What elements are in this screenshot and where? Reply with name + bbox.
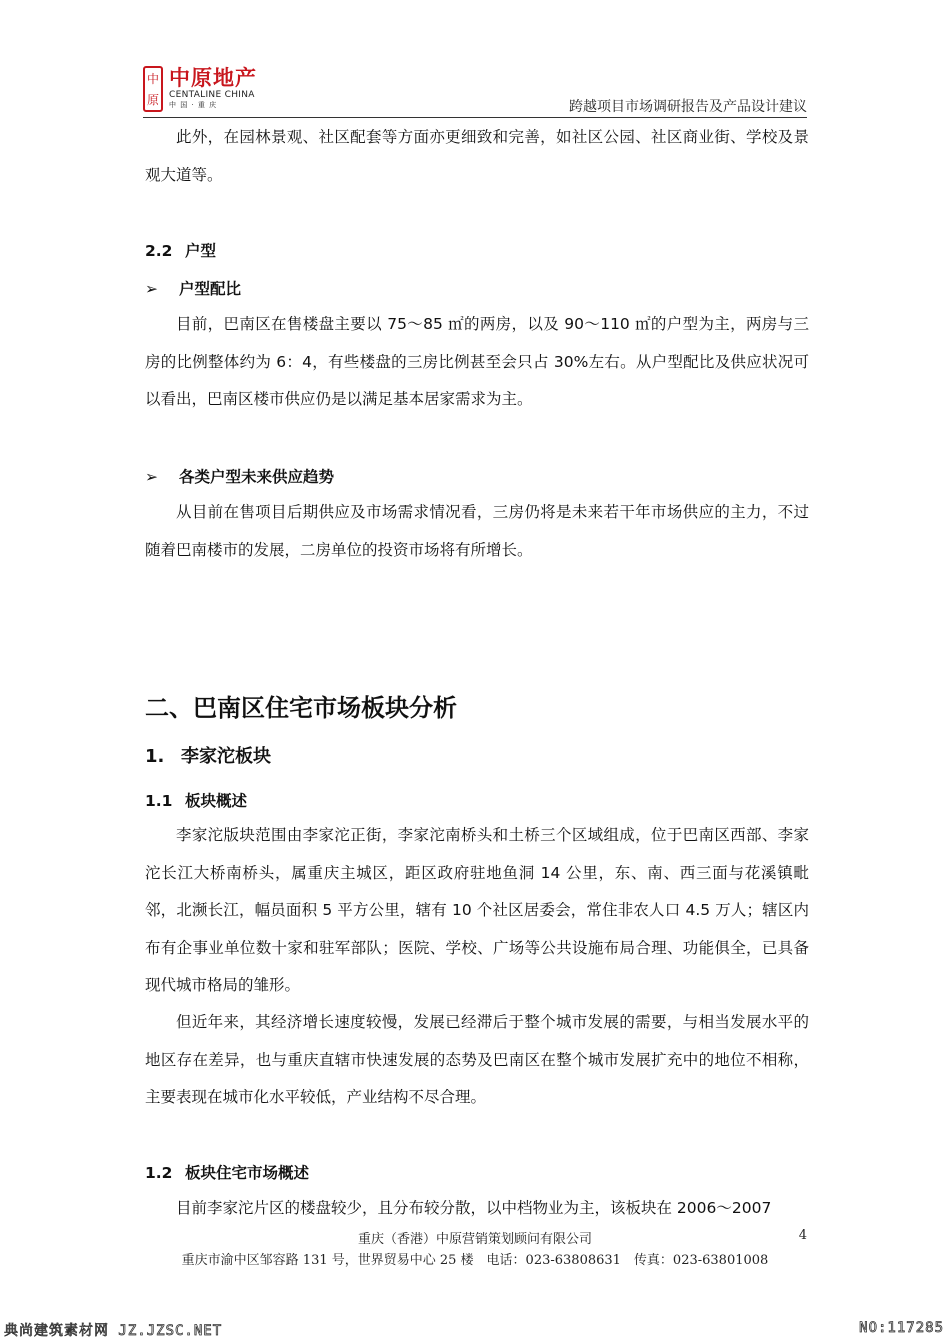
bullet-title: 各类户型未来供应趋势 (179, 468, 335, 486)
section-number: 2.2 (145, 242, 173, 260)
footer-address: 重庆市渝中区邹容路 131 号，世界贸易中心 25 楼 电话：023-63808631 传真：023-63801008 (181, 1253, 769, 1268)
document-title: 跨越项目市场调研报告及产品设计建议 (569, 99, 807, 115)
bullet-heading-unit-ratio (145, 277, 241, 299)
supply-trend-paragraph: 从目前在售项目后期供应及市场需求情况看，三房仍将是未来若干年市场供应的主力，不过随着巴南楼市的发展，二房单位的投资市场将有所增长。 (145, 503, 809, 559)
watermark-id: NO:117285 (859, 1320, 944, 1336)
intro-paragraph: 此外，在园林景观、社区配套等方面亦更细致和完善，如社区公园、社区商业街、学校及景观大道等。 (145, 128, 809, 184)
logo-seal-char: 中 (146, 71, 159, 86)
logo-seal-char: 原 (146, 92, 159, 107)
watermark-site: 典尚建筑素材网 JZ.JZSC.NET (4, 1323, 223, 1339)
logo-name-cn: 中原地产 (169, 66, 257, 90)
chapter-heading: 二、巴南区住宅市场板块分析 (145, 694, 457, 722)
section-heading-2-2 (145, 239, 216, 261)
bullet-title: 户型配比 (179, 280, 242, 298)
centaline-logo (143, 66, 263, 114)
header-divider (143, 117, 807, 118)
overview-paragraph-2: 但近年来，其经济增长速度较慢，发展已经滞后于整个城市发展的需要，与相当发展水平的地区存在差异，也与重庆直辖市快速发展的态势及巴南区在整个城市发展扩充中的地位不相称，主要表现在城市化水平较低，产业结构不尽合理。 (145, 1013, 809, 1106)
section-heading-1-2 (145, 1161, 309, 1183)
arrow-bullet-icon: ➢ (145, 280, 158, 298)
page-number: 4 (798, 1228, 807, 1243)
logo-name-en: CENTALINE CHINA (169, 90, 255, 100)
section-title: 板块概述 (185, 792, 248, 810)
overview-paragraph-1: 李家沱版块范围由李家沱正街，李家沱南桥头和土桥三个区域组成，位于巴南区西部、李家沱长江大桥南桥头，属重庆主城区，距区政府驻地鱼洞 14 公里，东、南、西三面与花溪镇毗邻，北濒长江，幅员面积 5 平方公里，辖有 10 个社区居委会，常住非农人口 4.5 万人；辖区内布有企事业单位数十家和驻军部队；医院、学校、广场等公共设施布局合理、功能俱全，已具备现代城市格局的雏形。 (145, 826, 809, 994)
section-number: 1.1 (145, 792, 173, 810)
section-heading-1 (145, 742, 271, 768)
logo-seal-icon (143, 66, 163, 112)
section-heading-1-1 (145, 789, 247, 811)
section-title: 板块住宅市场概述 (185, 1164, 310, 1182)
section-title: 李家沱板块 (181, 746, 271, 767)
market-paragraph: 目前李家沱片区的楼盘较少，且分布较分散，以中档物业为主，该板块在 2006～2007 (176, 1199, 772, 1217)
arrow-bullet-icon: ➢ (145, 468, 158, 486)
footer-company: 重庆（香港）中原营销策划顾问有限公司 (357, 1232, 592, 1247)
watermark-strip (0, 1318, 950, 1344)
bullet-heading-supply-trend (145, 465, 334, 487)
logo-subtitle: 中 国 · 重 庆 (169, 101, 218, 109)
unit-ratio-paragraph: 目前，巴南区在售楼盘主要以 75～85 ㎡的两房，以及 90～110 ㎡的户型为主，两房与三房的比例整体约为 6：4，有些楼盘的三房比例甚至会只占 30%左右。从户型配比及供应状况可以看出，巴南区楼市供应仍是以满足基本居家需求为主。 (145, 315, 809, 408)
section-number: 1.2 (145, 1164, 173, 1182)
section-title: 户型 (185, 242, 217, 260)
section-number: 1. (145, 746, 165, 767)
